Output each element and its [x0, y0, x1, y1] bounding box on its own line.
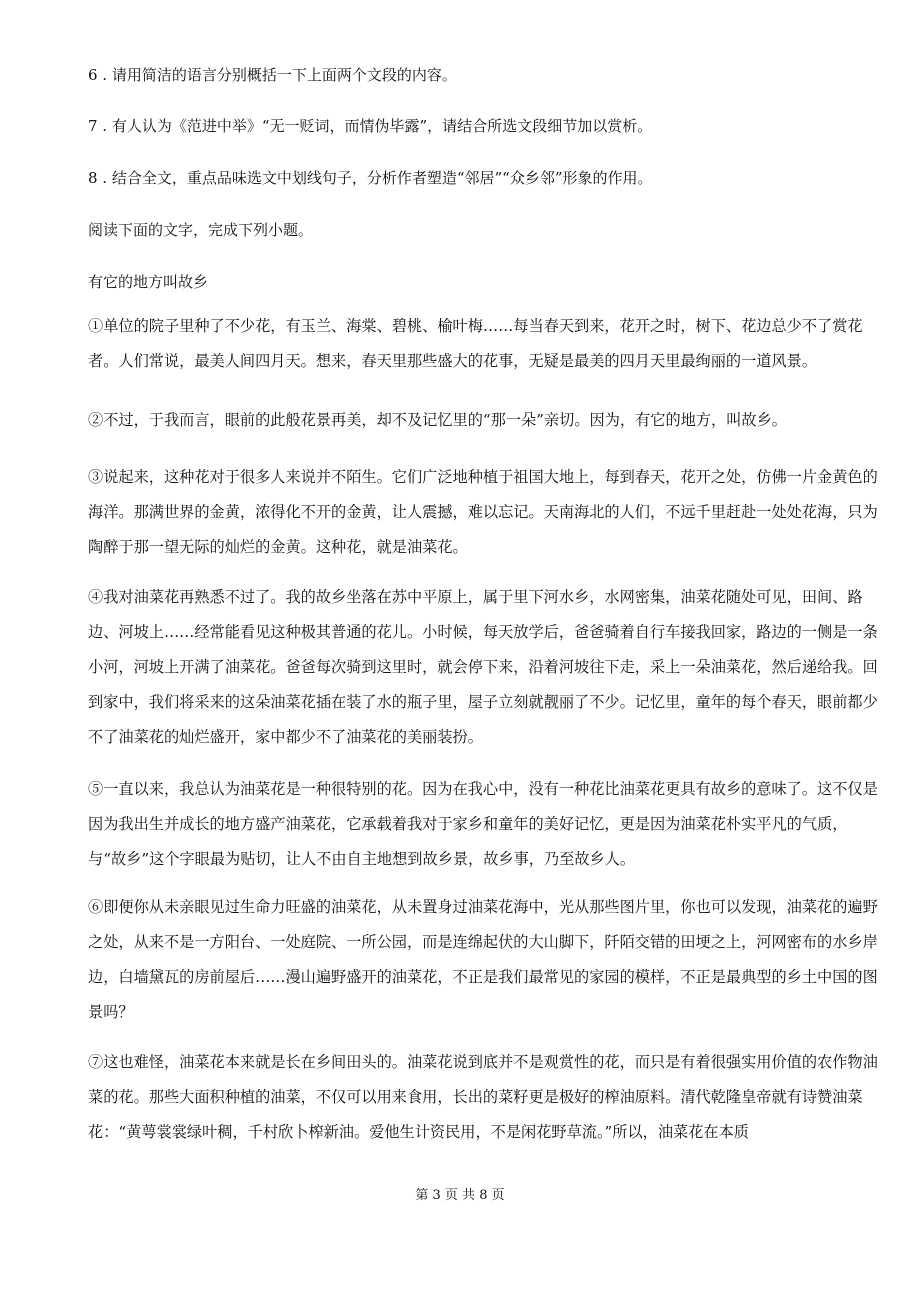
article-paragraph-7: ⑦这也难怪，油菜花本来就是长在乡间田头的。油菜花说到底并不是观赏性的花，而只是有着很强实用价值的农作物油菜的花。那些大面积种植的油菜，不仅可以用来食用，长出的菜籽更是极好的榨油原料。清代乾隆皇帝就有诗赞油菜花：“黄萼裳裳绿叶稠，千村欣卜榨新油。爱他生计资民用，不是闲花野草流。”所以，油菜花在本质 — [88, 1053, 878, 1141]
reading-instruction: 阅读下面的文字，完成下列小题。 — [88, 221, 314, 239]
page-number-footer: 第 3 页 共 8 页 — [415, 1188, 505, 1203]
article-paragraph-3: ③说起来，这种花对于很多人来说并不陌生。它们广泛地种植于祖国大地上，每到春天，花开之处，仿佛一片金黄色的海洋。那满世界的金黄，浓得化不开的金黄，让人震撼，难以忘记。天南海北的人们，不远千里赶赴一处处花海，只为陶醉于那一望无际的灿烂的金黄。这种花，就是油菜花。 — [88, 468, 878, 556]
article-paragraph-6: ⑥即便你从未亲眼见过生命力旺盛的油菜花，从未置身过油菜花海中，光从那些图片里，你也可以发现，油菜花的遍野之处，从来不是一方阳台、一处庭院、一所公园，而是连绵起伏的大山脚下，阡陌交错的田埂之上，河网密布的水乡岸边，白墙黛瓦的房前屋后……漫山遍野盛开的油菜花，不正是我们最常见的家园的模样，不正是最典型的乡土中国的图景吗？ — [88, 898, 878, 1021]
article-title: 有它的地方叫故乡 — [88, 273, 209, 291]
article-paragraph-5: ⑤一直以来，我总认为油菜花是一种很特别的花。因为在我心中，没有一种花比油菜花更具有故乡的意味了。这不仅是因为我出生并成长的地方盛产油菜花，它承载着我对于家乡和童年的美好记忆，更是因为油菜花朴实平凡的气质，与“故乡”这个字眼最为贴切，让人不由自主地想到故乡景，故乡事，乃至故乡人。 — [88, 780, 878, 868]
question-6: 6 . 请用简洁的语言分别概括一下上面两个文段的内容。 — [88, 66, 457, 84]
question-7: 7 . 有人认为《范进中举》“无一贬词，而情伪毕露”，请结合所选文段细节加以赏析。 — [88, 117, 653, 135]
article-paragraph-2: ②不过，于我而言，眼前的此般花景再美，却不及记忆里的“那一朵”亲切。因为，有它的地方，叫故乡。 — [88, 411, 787, 429]
question-8: 8 . 结合全文，重点品味选文中划线句子，分析作者塑造“邻居”“众乡邻”形象的作用。 — [88, 169, 653, 187]
article-paragraph-1: ①单位的院子里种了不少花，有玉兰、海棠、碧桃、榆叶梅……每当春天到来，花开之时，树下、花边总少不了赏花者。人们常说，最美人间四月天。想来，春天里那些盛大的花事，无疑是最美的四月天里最绚丽的一道风景。 — [88, 317, 863, 370]
article-paragraph-4: ④我对油菜花再熟悉不过了。我的故乡坐落在苏中平原上，属于里下河水乡，水网密集，油菜花随处可见，田间、路边、河坡上……经常能看见这种极其普通的花儿。小时候，每天放学后，爸爸骑着自行车接我回家，路边的一侧是一条小河，河坡上开满了油菜花。爸爸每次骑到这里时，就会停下来，沿着河坡往下走，采上一朵油菜花，然后递给我。回到家中，我们将采来的这朵油菜花插在装了水的瓶子里，屋子立刻就靓丽了不少。记忆里，童年的每个春天，眼前都少不了油菜花的灿烂盛开，家中都少不了油菜花的美丽装扮。 — [88, 588, 878, 746]
